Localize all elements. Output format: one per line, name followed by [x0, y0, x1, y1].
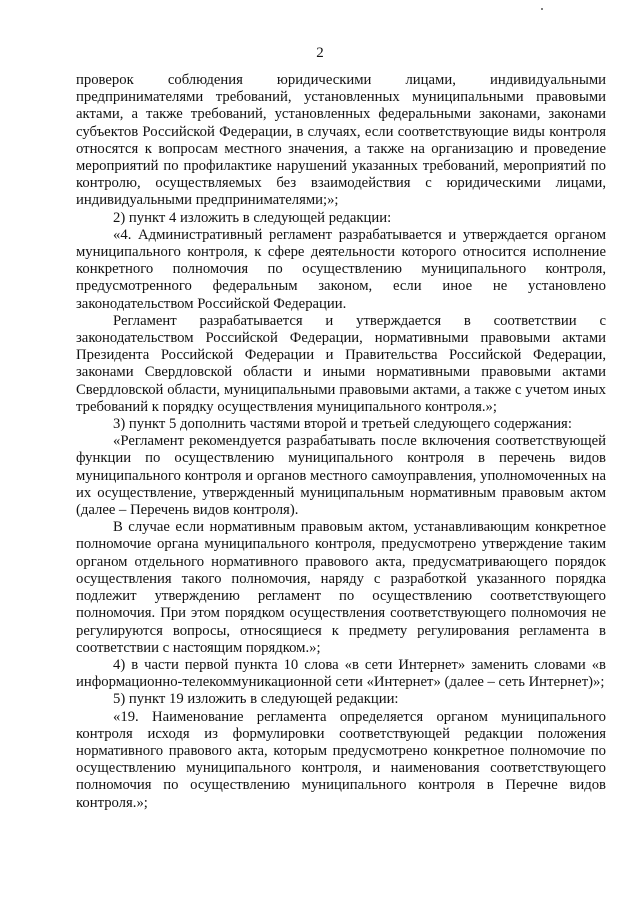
paragraph-clause-4: «4. Административный регламент разрабатывается и утверждается органом муниципального контроля, к сфере деятельности которого относится исполнение конкретного полномочия по осуществлению муниципального контроля, предусмотренного федеральным законом, если иное не установлено законодательством Российской Федерации.	[76, 226, 606, 312]
paragraph-regulation-legal-basis: Регламент разрабатывается и утверждается в соответствии с законодательством Российской Федерации, нормативными правовыми актами Президента Российской Федерации и Правительства Российской Федерации, законами Свердловской области и иными нормативными правовыми актами Свердловской области, муниципальными правовыми актами, а также с учетом иных требований к порядку осуществления муниципального контроля.»;	[76, 312, 606, 415]
paragraph-item-2-heading: 2) пункт 4 изложить в следующей редакции:	[113, 209, 392, 226]
document-body	[76, 72, 606, 812]
scan-speck	[541, 8, 543, 10]
paragraph-clause-19: «19. Наименование регламента определяется органом муниципального контроля исходя из формулировки соответствующей редакции положения нормативного правового акта, которым предусмотрено конкретное полномочие по осуществлению муниципального контроля, и наименования соответствующего полномочия по осуществлению муниципального контроля в Перечне видов контроля.»;	[76, 708, 606, 811]
paragraph-item-3-heading: 3) пункт 5 дополнить частями второй и третьей следующего содержания:	[113, 416, 572, 433]
paragraph-continuation: проверок соблюдения юридическими лицами, индивидуальными предпринимателями требований, установленных муниципальными правовыми актами, а также требований, установленных федеральными законами, законами субъектов Российской Федерации, в случаях, если соответствующие виды контроля относятся к вопросам местного значения, а также на организацию и проведение мероприятий по профилактике нарушений указанных требований, мероприятий по контролю, осуществляемых без взаимодействия с юридическими лицами, индивидуальными предпринимателями;»;	[76, 72, 606, 209]
paragraph-separate-act-case: В случае если нормативным правовым актом, устанавливающим конкретное полномочие органа муниципального контроля, предусмотрено утверждение таким органом отдельного нормативного правового акта, предусматривающего порядок осуществления такого полномочия, наряду с разработкой указанного порядка подлежит утверждению регламент по осуществлению соответствующего полномочия. При этом порядком осуществления соответствующего полномочия не регулируются вопросы, относящиеся к предмету регулирования регламента в соответствии с настоящим порядком.»;	[76, 519, 606, 656]
paragraph-item-5-heading: 5) пункт 19 изложить в следующей редакции:	[113, 691, 399, 708]
paragraph-item-4: 4) в части первой пункта 10 слова «в сети Интернет» заменить словами «в информационно-телекоммуникационной сети «Интернет» (далее – сеть Интернет)»;	[76, 656, 606, 691]
paragraph-regulation-recommendation: «Регламент рекомендуется разрабатывать после включения соответствующей функции по осуществлению муниципального контроля в перечень видов муниципального контроля и органов местного самоуправления, уполномоченных на их осуществление, утвержденный муниципальным нормативным правовым актом (далее – Перечень видов контроля).	[76, 433, 606, 519]
page-number: 2	[316, 45, 324, 61]
